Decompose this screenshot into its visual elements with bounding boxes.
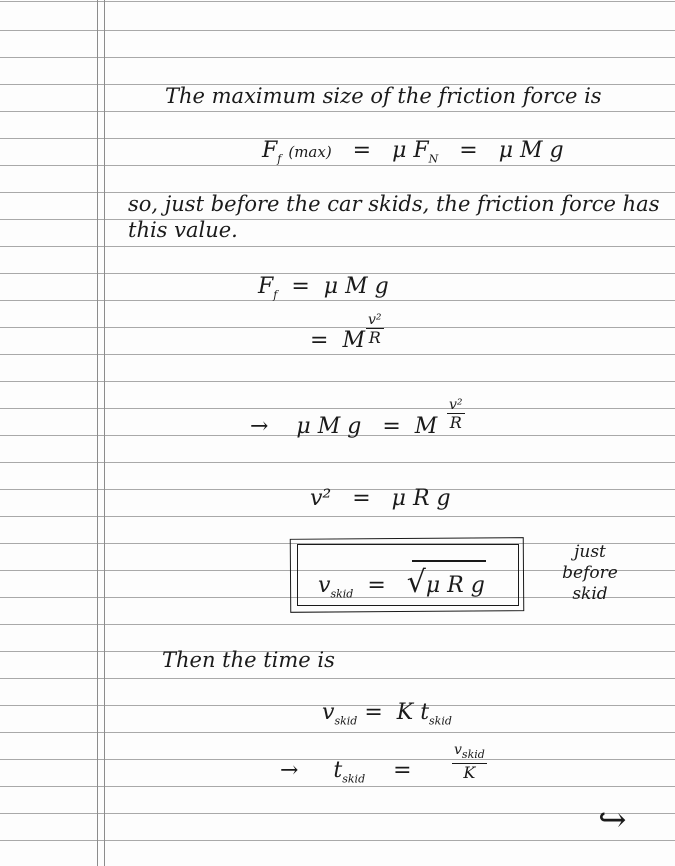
eq-vskid [322,700,452,727]
ff2-num: v² [368,312,382,328]
vskid-v: v [322,700,335,725]
arrow1-icon: → [250,414,269,439]
ffmax-paren: (max) [288,143,332,161]
tskid-eq: = [393,758,412,783]
v2-rhs: μ R g [391,486,451,511]
side-note-line1: just [574,542,606,562]
arrow1-den: R [449,413,462,432]
eq-arrow1 [250,414,437,439]
eq-v2 [310,486,451,511]
ff2-den: R [368,328,381,347]
arrow1-eq: = [382,414,401,439]
eq-ffmax [262,138,564,165]
vskid-K: K [396,700,414,725]
boxed-equation [318,565,485,600]
para-line1: so, just before the car skids, the friction force has [128,192,660,216]
then-text: Then the time is [162,648,335,672]
arrow1-M: M [414,414,438,439]
arrow1-lhs: μ M g [296,414,362,439]
ff2-fraction [366,312,384,347]
ffmax-lhs-sub: f [277,152,282,166]
tskid-num-sub: skid [461,747,485,761]
vskid-t-sub: skid [429,714,452,728]
ffmax-mid: μ F [392,138,429,163]
ffmax-lhs: F [262,138,278,163]
ffmax-rhs: μ M g [498,138,564,163]
arrow1-fraction [447,397,465,432]
margin-line-right [104,0,105,866]
ff-rhs: μ M g [323,274,389,299]
tskid-num-v: v [454,742,462,758]
boxed-v-sub: skid [330,587,354,601]
boxed-v: v [318,573,331,598]
vskid-v-sub: skid [334,714,358,728]
radical-sign: √ [406,565,426,600]
boxed-eq: = [367,573,386,598]
ff-lhs-sub: f [273,288,278,302]
ffmax-eq1: = [352,138,372,163]
continue-arrow-icon: ↪ [598,800,627,840]
intro-text: The maximum size of the friction force is [165,84,602,108]
eq-ff2 [310,328,365,353]
arrow1-num: v² [449,397,463,413]
ffmax-mid-sub: N [428,152,439,166]
tskid-fraction [452,742,487,782]
vskid-eq: = [364,700,383,725]
v2-eq: = [352,486,371,511]
vskid-t: t [420,700,430,725]
ff-eq: = [291,274,310,299]
side-note-line3: skid [572,584,608,604]
eq-tskid [280,758,412,785]
tskid-arrow-icon: → [280,758,299,783]
ffmax-eq2: = [459,138,478,163]
radical-bar [412,560,486,562]
tskid-den: K [463,762,476,782]
tskid-num [452,742,487,764]
ff2-eq: = [310,328,329,353]
boxed-radicand: μ R g [425,573,485,598]
side-note [555,542,625,605]
tskid-t-sub: skid [342,772,366,786]
ff-lhs: F [258,274,274,299]
para-line2: this value. [128,218,238,242]
side-note-line2: before [562,563,618,583]
v2-lhs: v² [310,486,332,511]
eq-ff [258,274,389,301]
tskid-t: t [333,758,343,783]
ff2-M: M [342,328,365,353]
margin-line-left [97,0,98,866]
